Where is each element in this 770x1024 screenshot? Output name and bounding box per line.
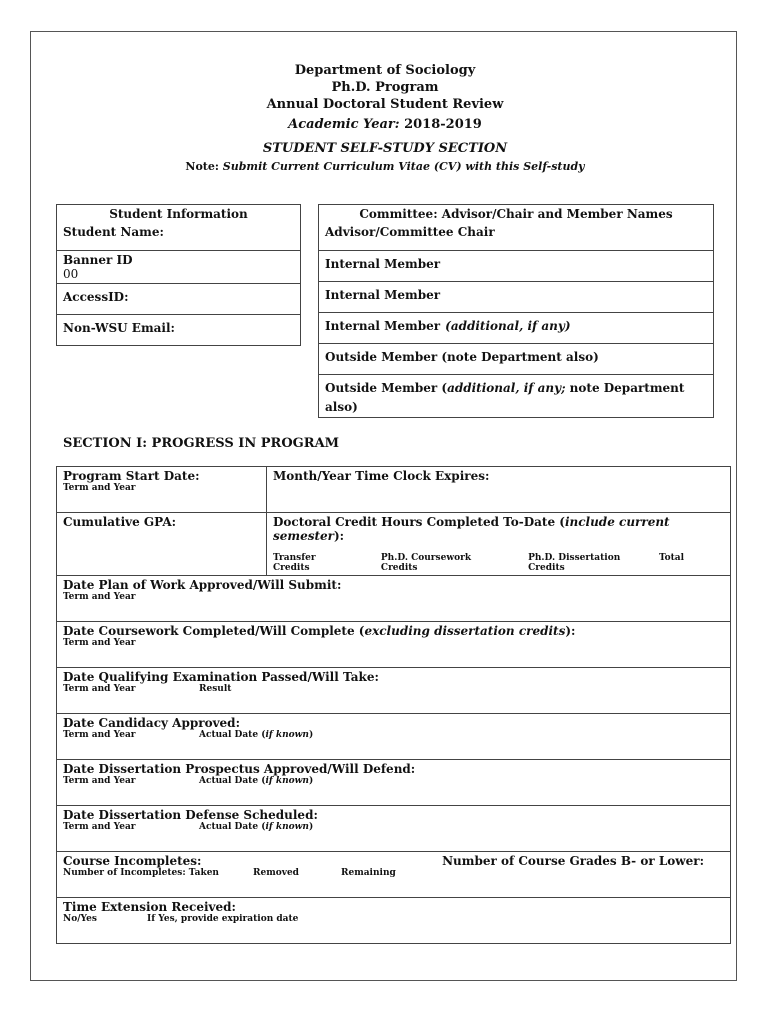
internal-member-1-label: Internal Member [325, 257, 441, 271]
banner-id-label: Banner ID [63, 253, 133, 267]
committee-table [318, 204, 714, 418]
advisor-label: Advisor/Committee Chair [325, 225, 495, 239]
student-info-table [56, 204, 301, 346]
prospectus-label: Date Dissertation Prospectus Approved/Will Defend: [63, 762, 416, 776]
student-name-label: Student Name: [63, 225, 164, 239]
internal-member-2-cell[interactable] [319, 282, 714, 313]
committee-heading: Committee: Advisor/Chair and Member Names [359, 207, 673, 221]
incompletes-sub: Number of Incompletes: Taken Removed Remaining [63, 868, 396, 878]
incompletes-row [63, 854, 724, 868]
note-label: Note: [185, 160, 219, 173]
internal-member-2-label: Internal Member [325, 288, 441, 302]
qualifying-sub: Term and Year Result [63, 684, 232, 694]
qualifying-exam-cell[interactable] [57, 668, 731, 714]
student-info-heading: Student Information [109, 207, 248, 221]
total-credits-label: Total [658, 553, 685, 563]
document-header [0, 62, 770, 173]
outside-member-2-note: additional, if any; [447, 381, 566, 395]
email-label: Non-WSU Email: [63, 321, 175, 335]
start-date-label: Program Start Date: [63, 469, 200, 483]
outside-member-1-label: Outside Member (note Department also) [325, 350, 599, 364]
banner-id-cell[interactable] [57, 251, 301, 284]
academic-year-value: 2018-2019 [404, 117, 482, 132]
review-title: Annual Doctoral Student Review [266, 97, 504, 112]
defense-sub: Term and Year Actual Date (if known) [63, 822, 314, 832]
defense-cell[interactable] [57, 806, 731, 852]
candidacy-cell[interactable] [57, 714, 731, 760]
program-title: Ph.D. Program [331, 80, 439, 95]
grades-b-minus-label: Number of Course Grades B- or Lower: [442, 854, 704, 868]
plan-of-work-label: Date Plan of Work Approved/Will Submit: [63, 578, 342, 592]
prospectus-cell[interactable] [57, 760, 731, 806]
incompletes-label: Course Incompletes: [63, 854, 202, 868]
coursework-cell[interactable] [57, 622, 731, 668]
outside-member-2-pre: Outside Member ( [325, 381, 448, 395]
access-id-label: AccessID: [63, 290, 129, 304]
extension-cell[interactable] [57, 898, 731, 944]
incompletes-cell[interactable] [57, 852, 731, 898]
gpa-cell[interactable] [57, 513, 267, 576]
internal-member-3-label: Internal Member [325, 319, 441, 333]
coursework-credits-label: Ph.D. Coursework Credits [380, 553, 472, 573]
gpa-label: Cumulative GPA: [63, 515, 177, 529]
email-cell[interactable] [57, 315, 301, 346]
transfer-credits-label: Transfer Credits [273, 553, 316, 573]
note-line [0, 160, 770, 173]
coursework-label: Date Coursework Completed/Will Complete (excluding dissertation credits): [63, 624, 576, 638]
defense-label: Date Dissertation Defense Scheduled: [63, 808, 318, 822]
access-id-cell[interactable] [57, 284, 301, 315]
clock-expires-cell[interactable] [267, 467, 731, 513]
outside-member-2-cell[interactable] [319, 375, 714, 418]
outside-member-1-cell[interactable] [319, 344, 714, 375]
credit-types [273, 553, 724, 573]
credit-hours-label: Doctoral Credit Hours Completed To-Date (include current semester): [273, 515, 670, 543]
academic-year-line [0, 116, 770, 133]
clock-expires-label: Month/Year Time Clock Expires: [273, 469, 490, 483]
section-1-title: SECTION I: PROGRESS IN PROGRAM [63, 436, 340, 451]
qualifying-exam-label: Date Qualifying Examination Passed/Will Take: [63, 670, 379, 684]
outside-member-2-post: note Department also) [325, 381, 685, 414]
internal-member-3-note: (additional, if any) [445, 319, 571, 333]
banner-id-value: 00 [63, 267, 79, 281]
plan-term-year: Term and Year [63, 592, 136, 602]
dissertation-credits-label: Ph.D. Dissertation Credits [528, 553, 621, 573]
student-name-cell[interactable] [57, 205, 301, 251]
academic-year-label: Academic Year: [288, 117, 400, 132]
department-title: Department of Sociology [294, 63, 476, 78]
credit-hours-cell[interactable] [267, 513, 731, 576]
extension-label: Time Extension Received: [63, 900, 236, 914]
internal-member-3-cell[interactable] [319, 313, 714, 344]
self-study-title: STUDENT SELF-STUDY SECTION [262, 141, 508, 156]
prospectus-sub: Term and Year Actual Date (if known) [63, 776, 314, 786]
internal-member-1-cell[interactable] [319, 251, 714, 282]
extension-sub: No/Yes If Yes, provide expiration date [63, 914, 299, 924]
candidacy-label: Date Candidacy Approved: [63, 716, 241, 730]
advisor-cell[interactable] [319, 205, 714, 251]
candidacy-sub: Term and Year Actual Date (if known) [63, 730, 314, 740]
plan-of-work-cell[interactable] [57, 576, 731, 622]
start-date-cell[interactable] [57, 467, 267, 513]
note-text: Submit Current Curriculum Vitae (CV) with this Self-study [222, 160, 585, 173]
progress-table [56, 466, 731, 944]
start-term-year: Term and Year [63, 483, 136, 493]
coursework-term-year: Term and Year [63, 638, 136, 648]
